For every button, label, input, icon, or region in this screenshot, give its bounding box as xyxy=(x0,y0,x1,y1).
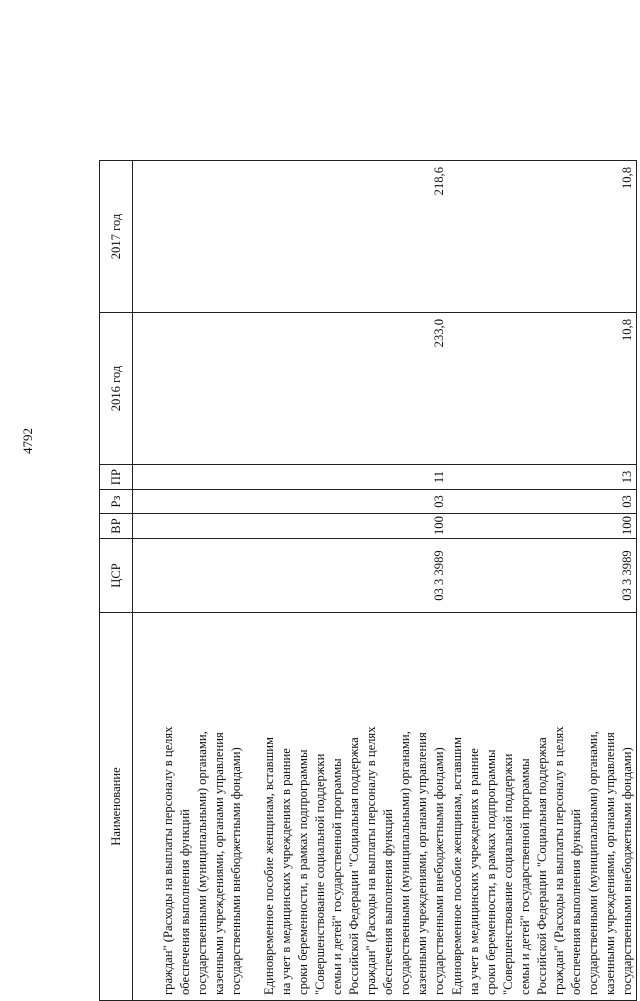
page-number: 4792 xyxy=(20,428,35,454)
header-pr: ПР xyxy=(100,465,133,490)
name-line: государственными внебюджетными фондами) xyxy=(432,747,446,995)
row-name xyxy=(245,613,448,1001)
header-2016: 2016 год xyxy=(100,313,133,465)
name-line: государственными (муниципальными) органами, xyxy=(195,731,209,995)
row-vr: 100 xyxy=(245,514,448,539)
name-line: граждан" (Расходы на выплаты персоналу в целях xyxy=(161,726,175,995)
row-name xyxy=(133,613,246,1001)
header-vr: ВР xyxy=(100,514,133,539)
row-2017: 218,6 xyxy=(245,161,448,313)
name-line: "Совершенствование социальной поддержки xyxy=(501,753,515,995)
row-vr: 100 xyxy=(448,514,637,539)
table-row xyxy=(133,161,246,1001)
name-line: сроки беременности, в рамках подпрограммы xyxy=(484,749,498,995)
row-pr xyxy=(133,465,246,490)
table-row xyxy=(448,161,637,1001)
table-row xyxy=(245,161,448,1001)
header-rz: Рз xyxy=(100,490,133,514)
name-line: государственными (муниципальными) органами, xyxy=(398,731,412,995)
row-2016: 233,0 xyxy=(245,313,448,465)
row-name xyxy=(448,613,637,1001)
name-line: граждан" (Расходы на выплаты персоналу в целях xyxy=(552,726,566,995)
name-line: граждан" (Расходы на выплаты персоналу в целях xyxy=(364,726,378,995)
name-line: обеспечения выполнения функций xyxy=(381,809,395,995)
row-csr xyxy=(133,539,246,613)
name-line: государственными внебюджетными фондами) xyxy=(229,747,243,995)
row-2016: 10,8 xyxy=(448,313,637,465)
row-rz: 03 xyxy=(448,490,637,514)
row-2017 xyxy=(133,161,246,313)
row-2016 xyxy=(133,313,246,465)
name-line: на учет в медицинских учреждениях в ранние xyxy=(279,748,293,995)
header-csr: ЦСР xyxy=(100,539,133,613)
name-line: казенными учреждениями, органами управления xyxy=(212,732,226,995)
name-line: на учет в медицинских учреждениях в ранние xyxy=(467,748,481,995)
row-pr: 13 xyxy=(448,465,637,490)
name-line: государственными внебюджетными фондами) xyxy=(620,747,634,995)
name-line: казенными учреждениями, органами управления xyxy=(415,732,429,995)
name-line: Единовременное пособие женщинам, вставшим xyxy=(262,736,276,995)
rotated-table-container xyxy=(99,161,634,1001)
name-line: "Совершенствование социальной поддержки xyxy=(313,753,327,995)
name-line: обеспечения выполнения функций xyxy=(178,809,192,995)
row-pr: 11 xyxy=(245,465,448,490)
name-line: Российской Федерации "Социальная поддержка xyxy=(535,737,549,995)
row-2017: 10,8 xyxy=(448,161,637,313)
name-line: обеспечения выполнения функций xyxy=(569,809,583,995)
row-csr: 03 3 3989 xyxy=(245,539,448,613)
row-rz xyxy=(133,490,246,514)
row-csr: 03 3 3989 xyxy=(448,539,637,613)
name-line: семьи и детей" государственной программы xyxy=(518,758,532,995)
header-2017: 2017 год xyxy=(100,161,133,313)
name-line: Российской Федерации "Социальная поддержка xyxy=(347,737,361,995)
name-line: государственными (муниципальными) органами, xyxy=(586,731,600,995)
table-header-row xyxy=(100,161,133,1001)
budget-table xyxy=(99,160,637,1001)
name-line: казенными учреждениями, органами управления xyxy=(603,732,617,995)
name-line: семьи и детей" государственной программы xyxy=(330,758,344,995)
row-rz: 03 xyxy=(245,490,448,514)
row-vr xyxy=(133,514,246,539)
header-name: Наименование xyxy=(100,613,133,1001)
name-line: Единовременное пособие женщинам, вставшим xyxy=(450,736,464,995)
name-line: сроки беременности, в рамках подпрограммы xyxy=(296,749,310,995)
